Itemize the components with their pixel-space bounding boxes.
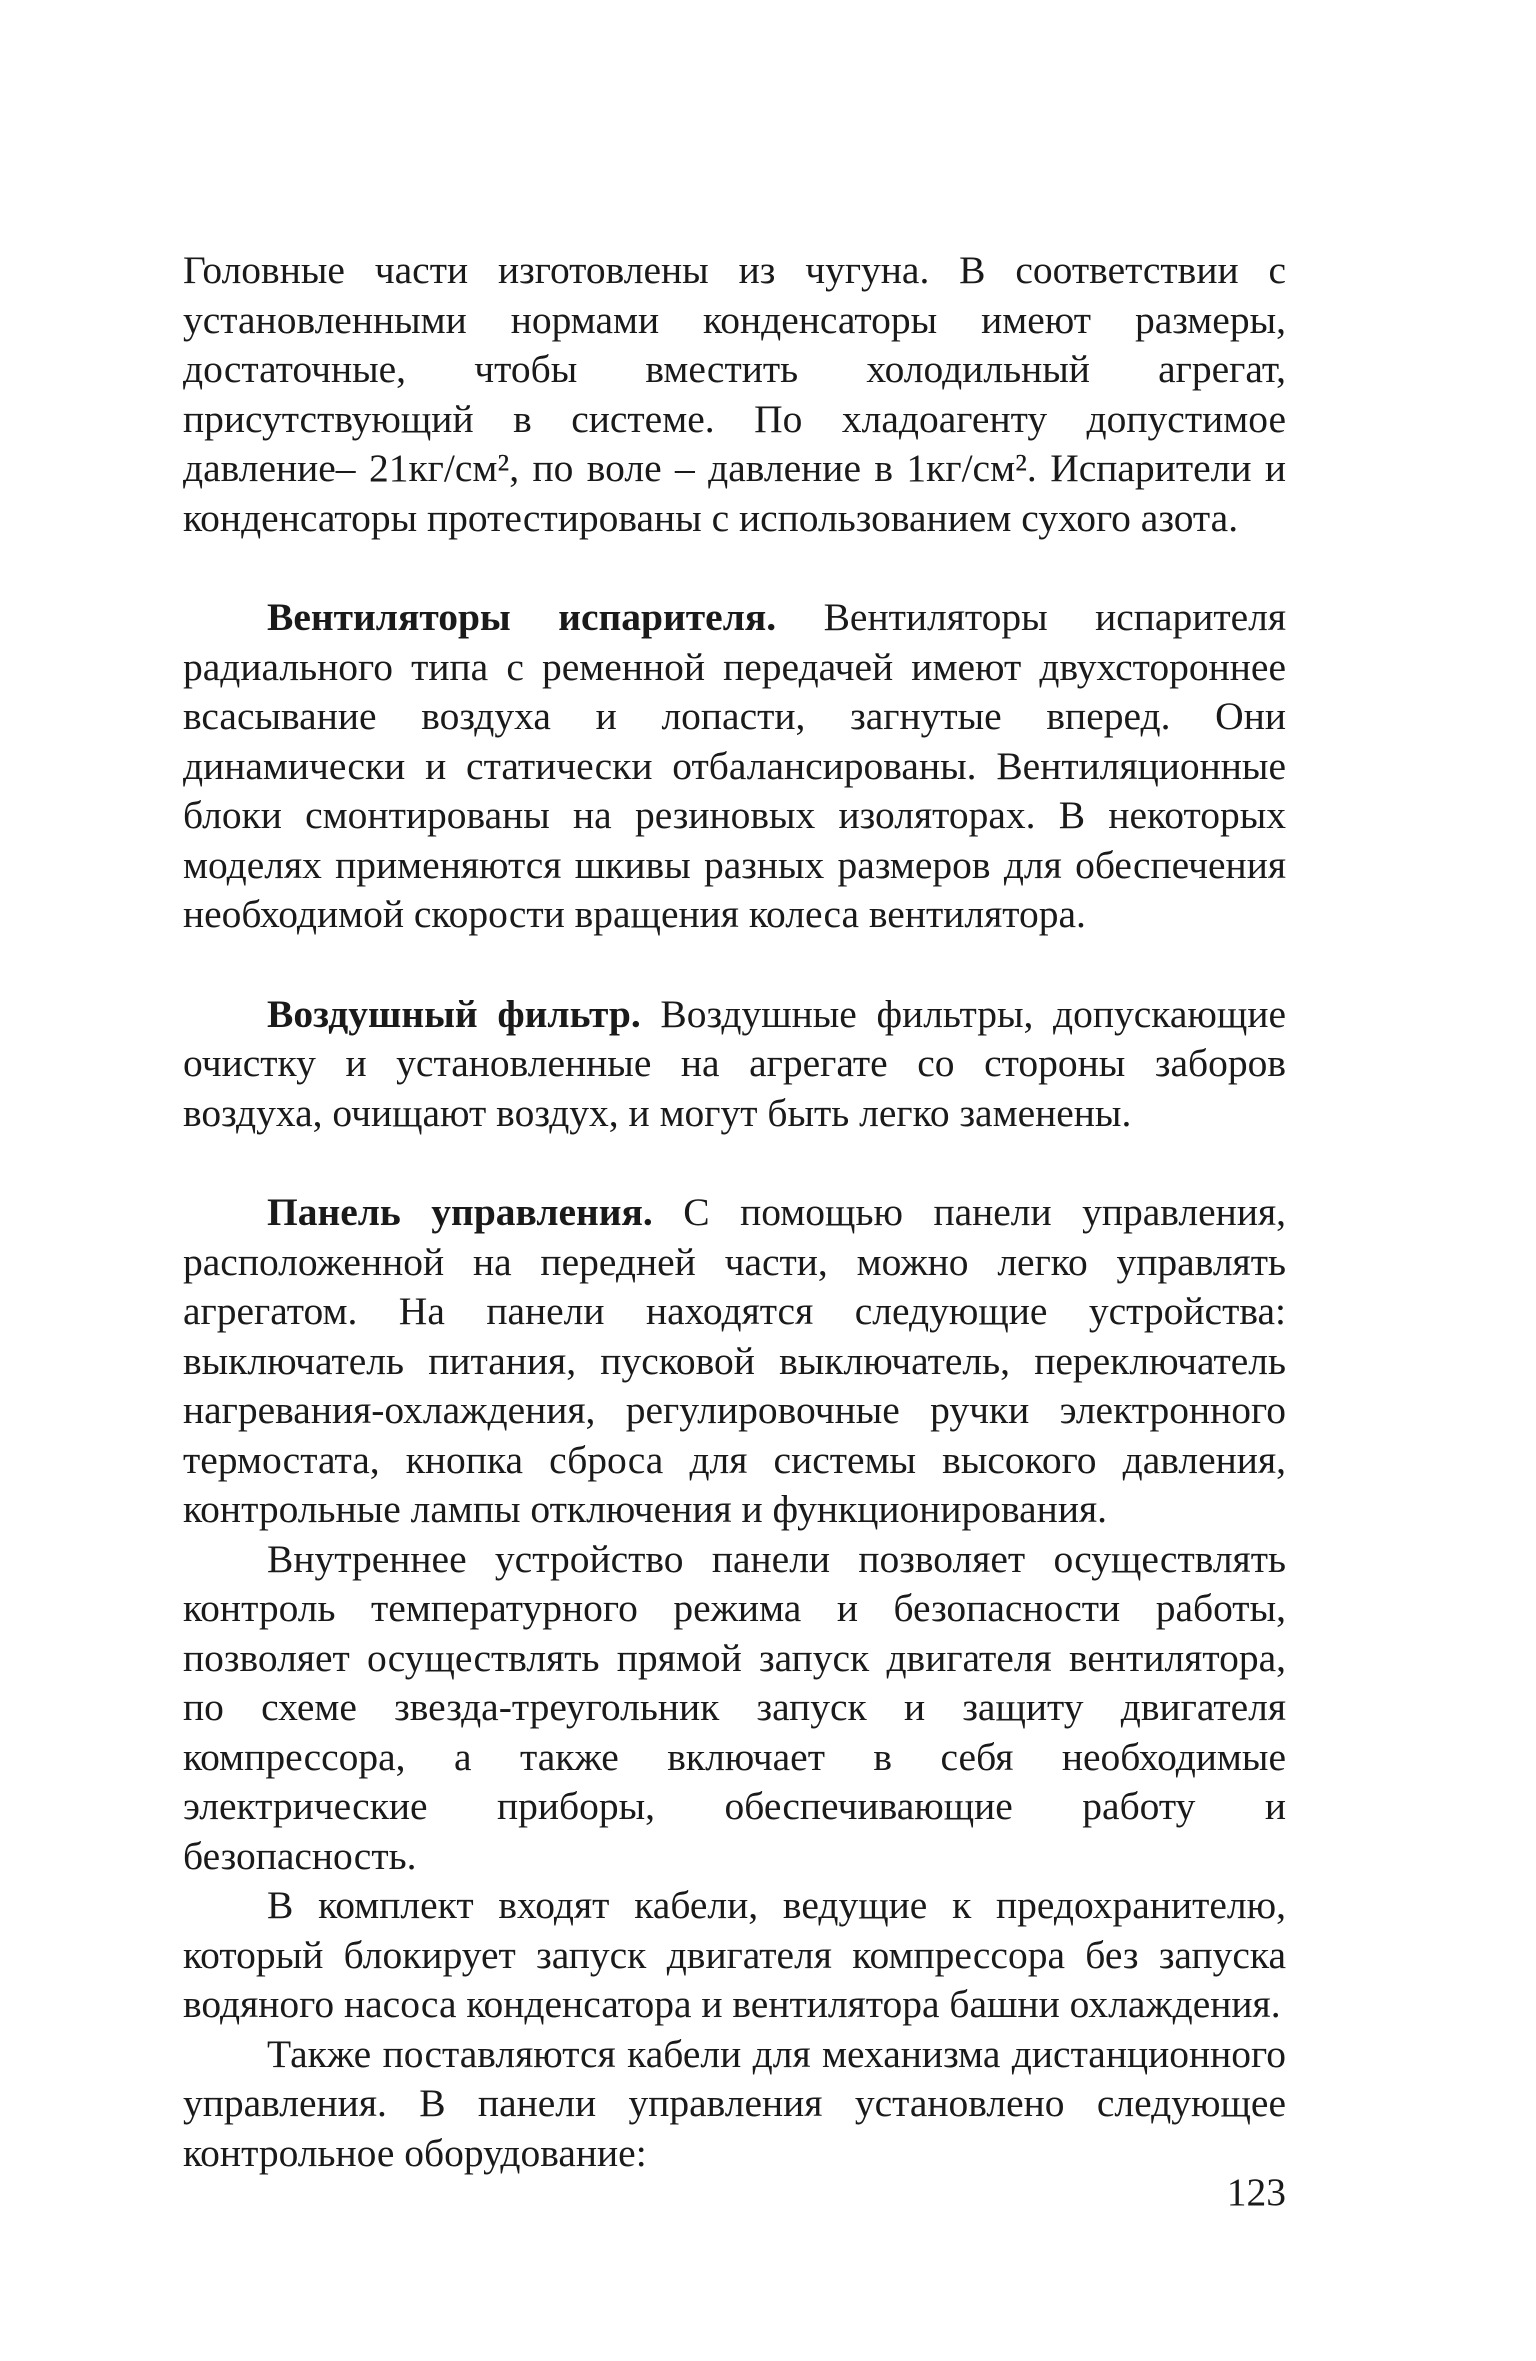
paragraph-text: В комплект входят кабели, ведущие к предохранителю, который блокирует запуск двигателя компрессора без запуска водяного насоса конденсатора и вентилятора башни охлаждения.	[183, 1883, 1286, 2026]
paragraph-control-panel	[183, 1188, 1286, 1535]
section-heading: Воздушный фильтр.	[267, 991, 641, 1036]
paragraph-text: Головные части изготовлены из чугуна. В соответствии с установленными нормами конденсаторы имеют размеры, достаточные, чтобы вместить холодильный агрегат, присутствующий в системе. По хладоагенту допустимое давление– 21кг/см², по воле – давление в 1кг/см². Испарители и конденсаторы протестированы с использованием сухого азота.	[183, 248, 1286, 540]
page-body	[183, 246, 1286, 2178]
page-number: 123	[1226, 2170, 1286, 2214]
paragraph-remote-control	[183, 2030, 1286, 2179]
paragraph-text: Воздушные фильтры, допускающие очистку и установленные на агрегате со стороны заборов воздуха, очищают воздух, и могут быть легко заменены.	[183, 991, 1286, 1135]
paragraph-cables	[183, 1881, 1286, 2030]
paragraph-text: С помощью панели управления, расположенной на передней части, можно легко управлять агрегатом. На панели находятся следующие устройства: выключатель питания, пусковой выключатель, переключатель нагревания-охлаждения, регулировочные ручки электронного термостата, кнопка сброса для системы высокого давления, контрольные лампы отключения и функционирования.	[183, 1190, 1286, 1531]
paragraph-air-filter	[183, 990, 1286, 1139]
paragraph-evaporator-fans	[183, 593, 1286, 940]
paragraph-text: Вентиляторы испарителя радиального типа с ременной передачей имеют двухстороннее всасывание воздуха и лопасти, загнутые вперед. Они динамически и статически отбалансированы. Вентиляционные блоки смонтированы на резиновых изоляторах. В некоторых моделях применяются шкивы разных размеров для обеспечения необходимой скорости вращения колеса вентилятора.	[183, 595, 1287, 936]
paragraph-text: Также поставляются кабели для механизма дистанционного управления. В панели управления установлено следующее контрольное оборудование:	[183, 2031, 1286, 2175]
section-heading: Панель управления.	[267, 1190, 653, 1234]
paragraph-intro	[183, 246, 1286, 543]
paragraph-text: Внутреннее устройство панели позволяет осуществлять контроль температурного режима и безопасности работы, позволяет осуществлять прямой запуск двигателя вентилятора, по схеме звезда-треугольник запуск и защиту двигателя компрессора, а также включает в себя необходимые электрические приборы, обеспечивающие работу и безопасность.	[183, 1536, 1286, 1878]
section-heading: Вентиляторы испарителя.	[267, 595, 777, 639]
paragraph-panel-internals	[183, 1535, 1286, 1882]
